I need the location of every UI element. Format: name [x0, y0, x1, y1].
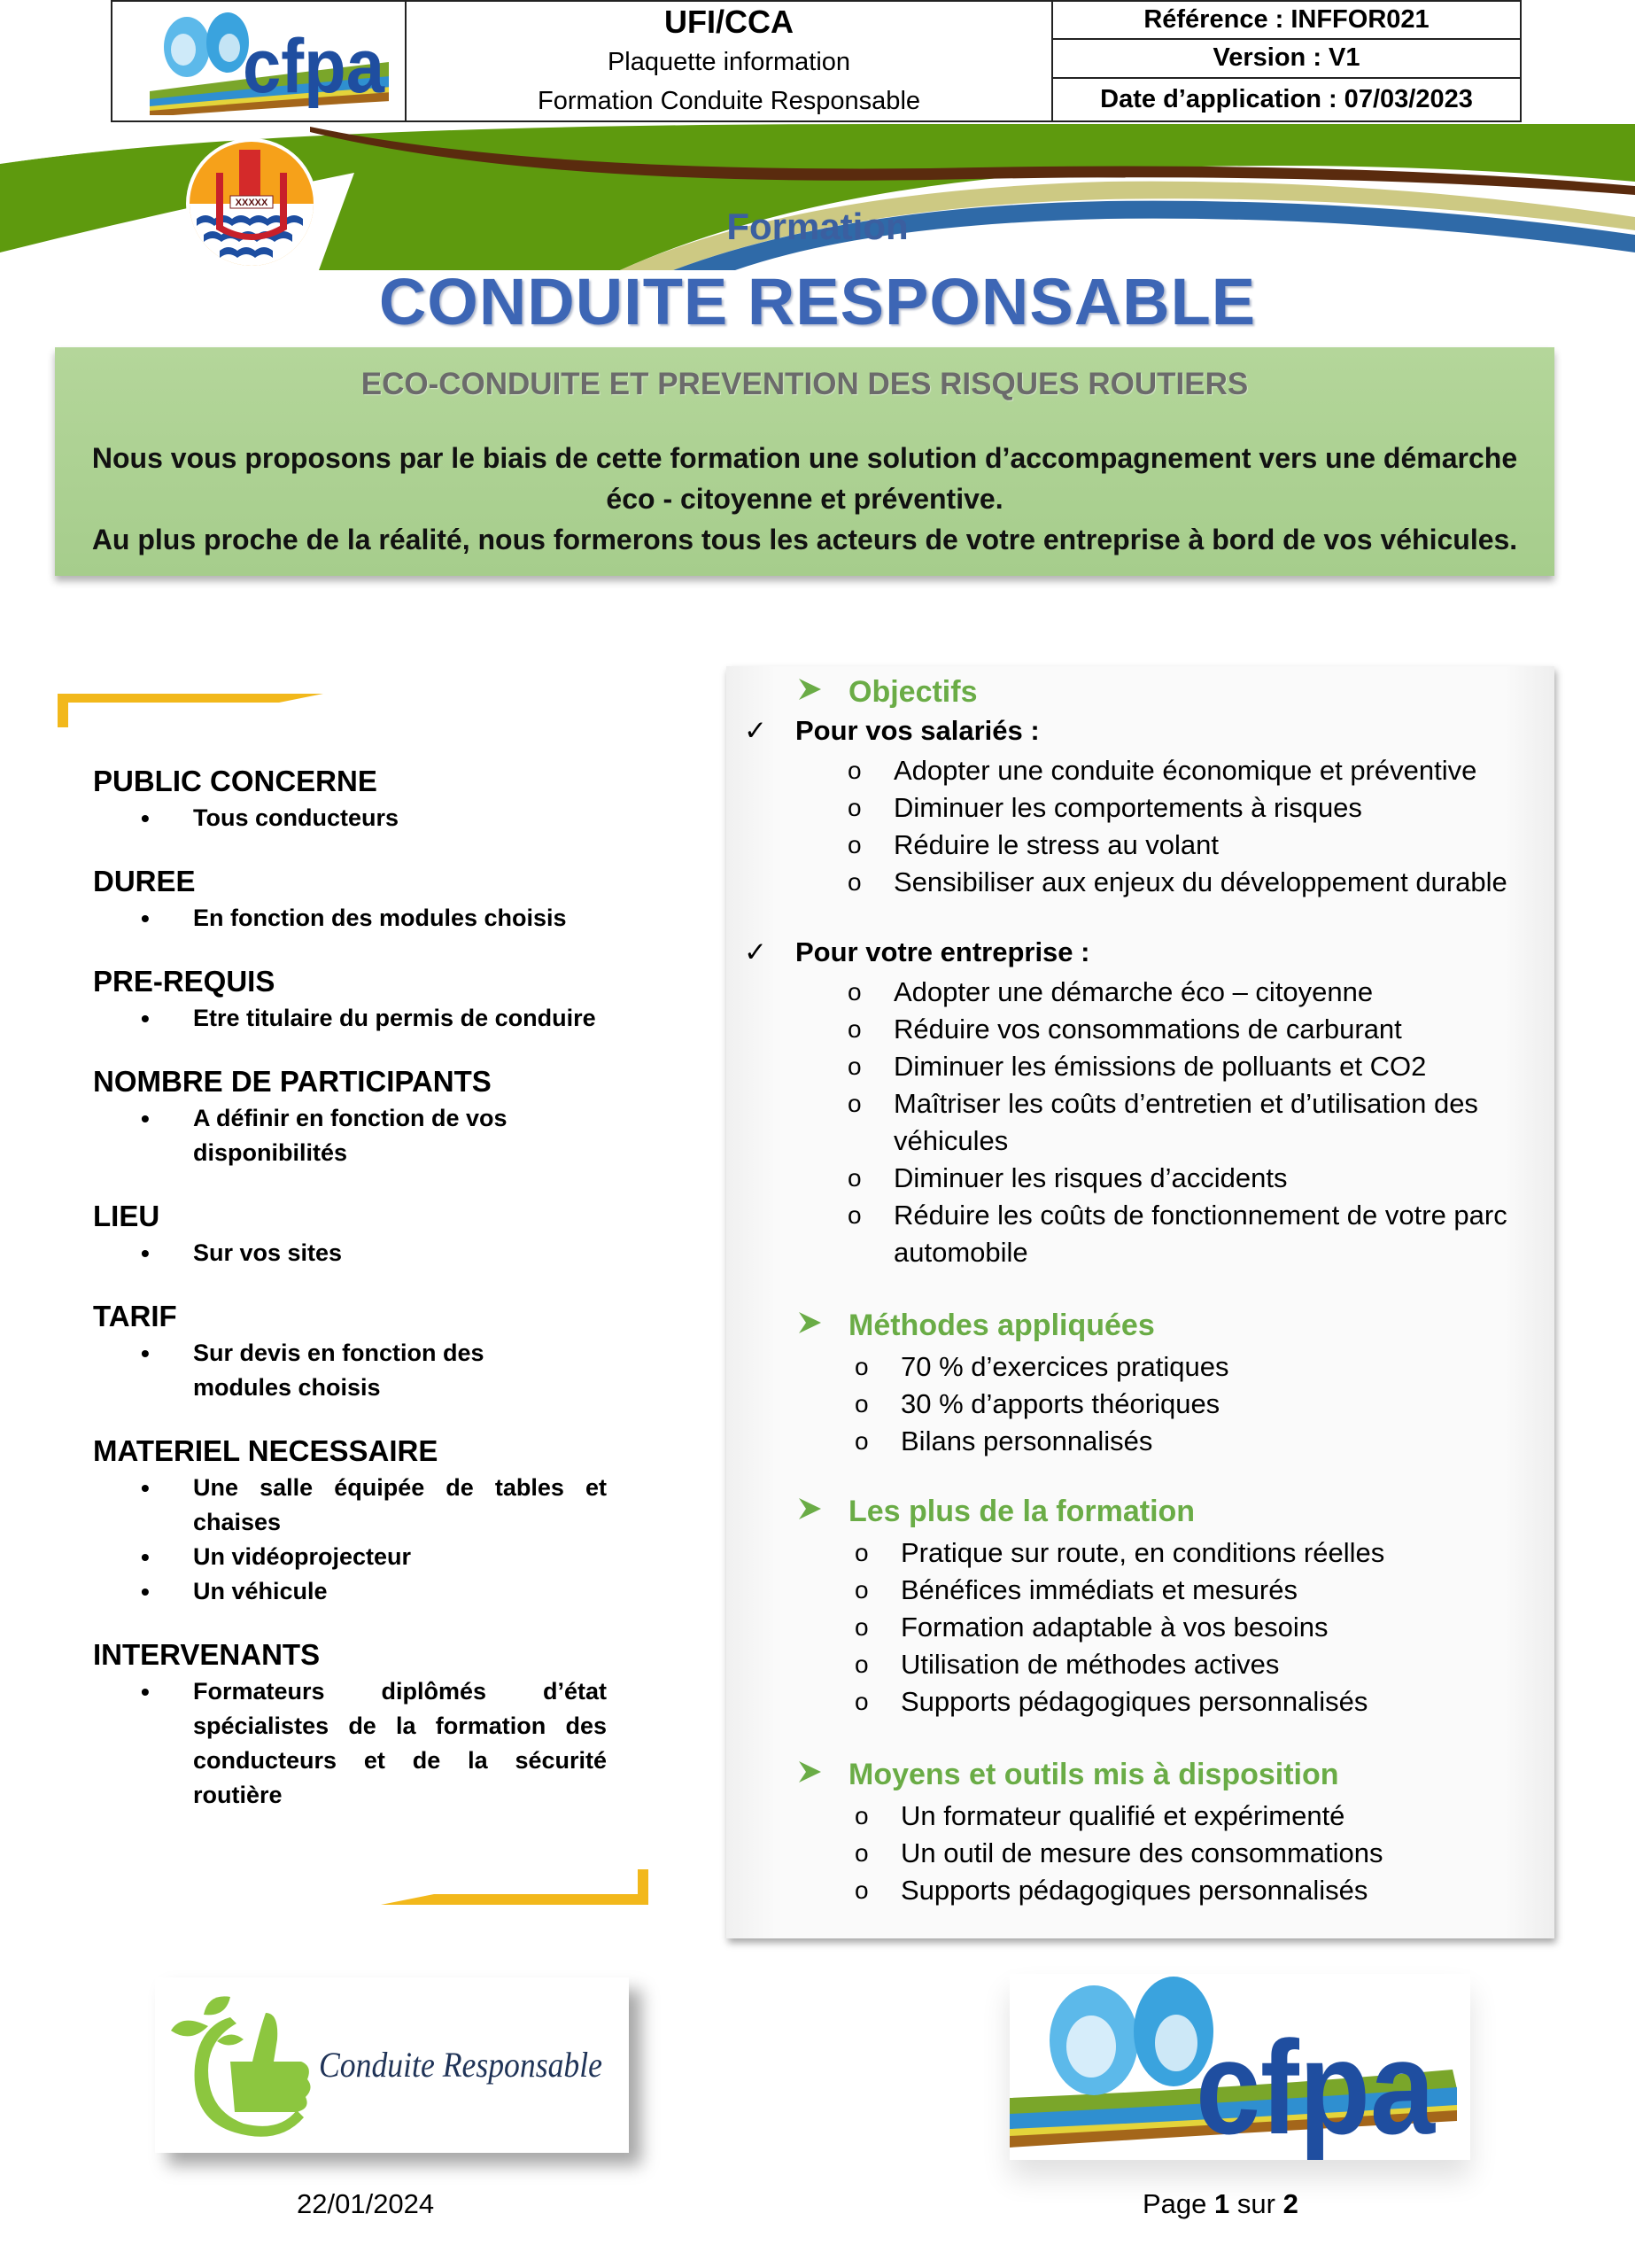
checkmark-icon: ✓ [744, 936, 767, 967]
page-mid: sur [1229, 2188, 1283, 2219]
methodes-list [855, 1348, 1228, 1460]
header-date-application: Date d’application : 07/03/2023 [1100, 84, 1473, 113]
list-item: o 30 % d’apports théoriques [855, 1386, 1228, 1423]
list-item: • Etre titulaire du permis de conduire [93, 1001, 607, 1036]
section-heading: PRE-REQUIS [93, 965, 275, 998]
list-item: • Tous conducteurs [93, 801, 607, 835]
info-section-prerequis [93, 962, 607, 1036]
list-item: o Pratique sur route, en conditions réelles [855, 1534, 1384, 1572]
checkmark-icon: ✓ [744, 715, 767, 746]
cfpa-logo-graphic [132, 7, 389, 115]
list-item: o Diminuer les comportements à risques [848, 789, 1507, 827]
list-item: o Utilisation de méthodes actives [855, 1646, 1384, 1683]
page-prefix: Page [1143, 2188, 1215, 2219]
section-moyens-title [797, 1758, 1339, 1792]
emblem-text: XXXXX [235, 198, 268, 208]
right-details-box [726, 666, 1554, 1938]
header-reference: Référence : INFFOR021 [1053, 2, 1520, 40]
section-plus-title [797, 1495, 1195, 1529]
arrow-bullet-icon [797, 1495, 822, 1529]
info-section-public [93, 762, 607, 835]
moyens-list [855, 1798, 1383, 1909]
page-current: 1 [1214, 2188, 1230, 2219]
objectifs-entreprise-list [848, 974, 1538, 1271]
list-item: o Bénéfices immédiats et mesurés [855, 1572, 1384, 1609]
info-section-lieu [93, 1197, 607, 1270]
section-heading: TARIF [93, 1300, 177, 1332]
cfpa-logo-text: cfpa [243, 24, 386, 109]
list-item: o Diminuer les émissions de polluants et CO2 [848, 1048, 1538, 1085]
info-section-tarif [93, 1297, 607, 1405]
list-item: • Formateurs diplômés d’état spécialistes de la formation des conducteurs et de la sécurité routière [93, 1674, 607, 1813]
section-title-text: Moyens et outils mis à disposition [848, 1758, 1339, 1791]
list-item: o Supports pédagogiques personnalisés [855, 1872, 1383, 1909]
decorative-corner-top-left [58, 694, 323, 727]
decorative-corner-bottom-right [381, 1869, 648, 1905]
plus-list [855, 1534, 1384, 1720]
list-item: o Formation adaptable à vos besoins [855, 1609, 1384, 1646]
header-meta-cell [1053, 2, 1520, 120]
header-table [111, 0, 1522, 122]
objectifs-salaries-list [848, 752, 1507, 901]
objectifs-entreprise-label [744, 936, 1089, 968]
info-section-duree [93, 862, 607, 936]
header-doc-name: Formation Conduite Responsable [537, 87, 921, 115]
left-info-column [93, 762, 607, 1839]
conduite-responsable-logo [155, 1977, 629, 2153]
intro-box [55, 347, 1554, 576]
section-heading: MATERIEL NECESSAIRE [93, 1434, 438, 1467]
header-unit: UFI/CCA [664, 4, 794, 40]
info-section-materiel [93, 1432, 607, 1609]
list-item: o 70 % d’exercices pratiques [855, 1348, 1228, 1386]
list-item: o Un formateur qualifié et expérimenté [855, 1798, 1383, 1835]
list-item: • Une salle équipée de tables et chaises [93, 1471, 607, 1540]
list-item: • Un vidéoprojecteur [93, 1540, 607, 1574]
list-item: • A définir en fonction de vos disponibilités [93, 1101, 607, 1170]
list-item: o Réduire les coûts de fonctionnement de votre parc automobile [848, 1197, 1538, 1271]
list-item: o Réduire vos consommations de carburant [848, 1011, 1538, 1048]
page-total: 2 [1282, 2188, 1298, 2219]
list-item: o Maîtriser les coûts d’entretien et d’utilisation des véhicules [848, 1085, 1538, 1160]
header-title-cell [407, 2, 1053, 120]
list-item: o Supports pédagogiques personnalisés [855, 1683, 1384, 1720]
section-heading: LIEU [93, 1200, 160, 1232]
arrow-bullet-icon [797, 675, 822, 710]
list-item: o Diminuer les risques d’accidents [848, 1160, 1538, 1197]
footer-cfpa-logo [1010, 1974, 1470, 2160]
header-doc-type: Plaquette information [607, 48, 851, 76]
info-section-participants [93, 1062, 607, 1170]
list-item: • Un véhicule [93, 1574, 607, 1609]
intro-line-2: éco - citoyenne et préventive. [606, 483, 1003, 515]
intro-text [55, 438, 1554, 560]
arrow-bullet-icon [797, 1758, 822, 1792]
section-title-text: Les plus de la formation [848, 1495, 1196, 1528]
header-version: Version : V1 [1053, 40, 1520, 78]
list-item: • En fonction des modules choisis [93, 901, 607, 936]
check-label-text: Pour vos salariés : [795, 715, 1040, 746]
check-label-text: Pour votre entreprise : [795, 936, 1090, 967]
section-heading: INTERVENANTS [93, 1638, 321, 1671]
section-title-text: Objectifs [848, 675, 978, 709]
section-heading: DUREE [93, 865, 196, 897]
footer-date: 22/01/2024 [297, 2188, 435, 2219]
list-item: o Sensibiliser aux enjeux du développement durable [848, 864, 1507, 901]
intro-line-3: Au plus proche de la réalité, nous formerons tous les acteurs de votre entreprise à bord de vos véhicules. [91, 524, 1518, 555]
intro-heading: ECO-CONDUITE ET PREVENTION DES RISQUES ROUTIERS [360, 367, 1249, 401]
list-item: o Bilans personnalisés [855, 1423, 1228, 1460]
header-logo-cell [112, 2, 407, 120]
section-heading: PUBLIC CONCERNE [93, 765, 377, 797]
info-section-intervenants [93, 1635, 607, 1813]
section-heading: NOMBRE DE PARTICIPANTS [93, 1065, 492, 1098]
list-item: o Un outil de mesure des consommations [855, 1835, 1383, 1872]
arrow-bullet-icon [797, 1309, 822, 1343]
footer-cfpa-text: cfpa [1196, 2013, 1437, 2160]
list-item: o Adopter une conduite économique et préventive [848, 752, 1507, 789]
section-methodes-title [797, 1309, 1155, 1343]
subtitle-text: Formation [726, 206, 909, 247]
footer-page-number [1143, 2188, 1298, 2220]
page-title: CONDUITE RESPONSABLE [378, 265, 1257, 338]
coat-of-arms-emblem [184, 137, 319, 270]
thumbs-up-leaf-icon [171, 1996, 311, 2136]
section-title-text: Méthodes appliquées [848, 1309, 1155, 1342]
page-subtitle [0, 206, 1635, 248]
list-item: • Sur vos sites [93, 1236, 607, 1270]
cfpa-logo [132, 7, 389, 115]
list-item: • Sur devis en fonction des modules choisis [93, 1336, 607, 1405]
objectifs-salaries-label [744, 715, 1040, 747]
footer-logo-text: Conduite Responsable [319, 2045, 602, 2085]
intro-line-1: Nous vous proposons par le biais de cette formation une solution d’accompagnement vers une démarche [91, 442, 1518, 474]
section-objectifs-title [797, 675, 977, 710]
list-item: o Adopter une démarche éco – citoyenne [848, 974, 1538, 1011]
list-item: o Réduire le stress au volant [848, 827, 1507, 864]
